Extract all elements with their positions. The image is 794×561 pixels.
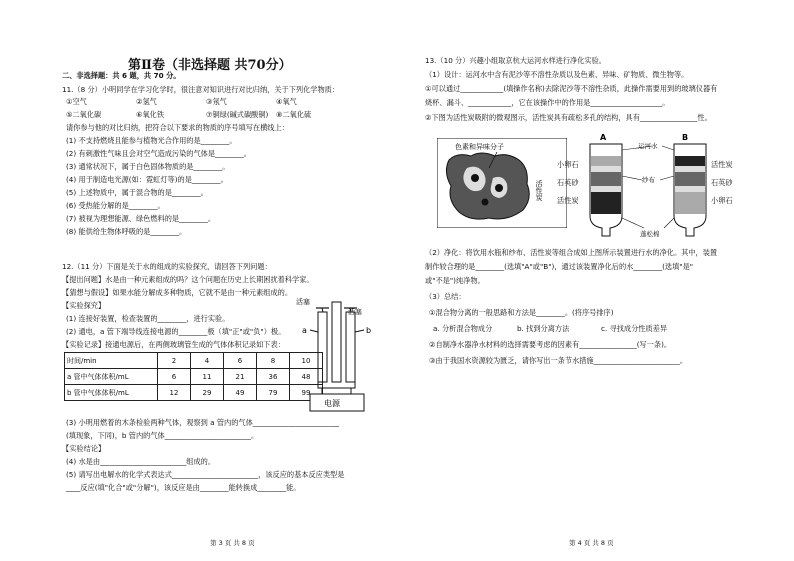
- layer-label: 小卵石: [711, 196, 733, 205]
- table-cell: 99: [290, 385, 323, 401]
- q11-option: ⑧二氧化硫: [276, 110, 312, 119]
- table-cell: 49: [224, 385, 257, 401]
- tube-b-label: b: [366, 326, 372, 335]
- page-4: [397, 0, 794, 561]
- table-cell: 6: [158, 369, 191, 385]
- table-cell: 时间/min: [65, 353, 158, 369]
- q12-q4: (4) 水是由________________________组成的。: [66, 457, 216, 466]
- q13-q1-line3: 烧杯、漏斗、____________，它在该操作中的作用是____________________。: [425, 98, 670, 107]
- q12-conclusion: 【实验结论】: [62, 444, 106, 453]
- q12-explore: 【实验探究】: [62, 301, 106, 310]
- data-table: [64, 352, 323, 401]
- activated-carbon-shape: [446, 153, 529, 219]
- page-footer: 第 3 页 共 8 页: [210, 539, 255, 547]
- layer-a-top: [591, 156, 621, 166]
- table-cell: 79: [257, 385, 290, 401]
- layer-label: 小卵石: [557, 160, 579, 169]
- table-cell: 12: [158, 385, 191, 401]
- table-row: [65, 369, 323, 385]
- stopcock-left-label: 活塞: [296, 298, 310, 306]
- table-cell: b 管中气体体积/mL: [65, 385, 158, 401]
- gauze-label: 纱布: [642, 176, 655, 184]
- table-cell: 36: [257, 369, 290, 385]
- q11-option: ①空气: [66, 97, 87, 106]
- table-cell: 11: [191, 369, 224, 385]
- q12-record: 【实验记录】接通电源后，在两侧玻璃管生成的气体体积记录如下表：: [62, 340, 285, 349]
- layer-label: 石英砂: [711, 178, 733, 187]
- q11-item: (5) 上述物质中，属于混合物的是________。: [66, 188, 208, 197]
- page-footer: 第 4 页 共 8 页: [569, 539, 614, 547]
- layer-b-top: [675, 156, 705, 166]
- q11-item: (3) 通常状况下，属于白色固体物质的是________。: [66, 162, 230, 171]
- adsorption-figure: [437, 138, 567, 228]
- q13-q2-line2: 制作较合理的是________(选填"A"或"B")，通过该装置净化后的水________(选填"是": [425, 262, 694, 271]
- q13-q1-line2: ①可以通过____________(填操作名称)去除泥沙等不溶性杂质，此操作需要用到的玻璃仪器有: [425, 84, 718, 93]
- table-cell: a 管中气体体积/mL: [65, 369, 158, 385]
- q12-ask: 【提出问题】水是由一种元素组成的吗？这个问题在历史上长期困扰着科学家。: [62, 275, 314, 284]
- q11-item: (2) 有刺激性气味且会对空气造成污染的气体是________。: [66, 149, 251, 158]
- tube-a-label: a: [302, 326, 307, 335]
- bottle-a-label: A: [600, 133, 607, 142]
- q12-hypothesis: 【猜想与假设】如果水能分解成多种物质，它就不是由一种元素组成的。: [62, 288, 293, 297]
- q12-q5-line1: (5) 请写出电解水的化学式表达式________________________，该反应的基本反应类型是: [66, 470, 345, 479]
- q12-q5-line2: ____反应(填"化合"或"分解")，该反应是由________能转换成________能。: [66, 483, 301, 492]
- table-cell: 2: [158, 353, 191, 369]
- layer-label: 活性炭: [557, 196, 579, 205]
- table-cell: 21: [224, 369, 257, 385]
- q13-q2-line3: 或"不是")纯净物。: [425, 276, 485, 285]
- activated-carbon-label: 活性炭: [535, 180, 543, 201]
- q13-option: c. 寻找成分性质差异: [601, 324, 668, 333]
- canal-water-label: 运河水: [638, 142, 658, 150]
- q11-item: (7) 被视为理想能源、绿色燃料的是________。: [66, 214, 216, 223]
- q12-q3-line2: (填现象，下同)，b 管内的气体________________________。: [66, 431, 259, 440]
- layer-label: 石英砂: [557, 178, 579, 187]
- table-row: [65, 353, 323, 369]
- q11-item: (4) 用于制造电光源(如：霓虹灯等)的是________。: [66, 175, 228, 184]
- middle-tube: [332, 302, 341, 382]
- section-heading: 二、非选择题：共 6 题，共 70 分。: [62, 71, 181, 80]
- electrolysis-apparatus-diagram: [296, 298, 380, 414]
- q11-item: (6) 受热能分解的是________。: [66, 201, 165, 210]
- layer-b-middle: [675, 172, 705, 186]
- layer-a-middle: [591, 172, 621, 186]
- q11-option: ⑦铜绿(碱式碳酸铜): [206, 110, 269, 119]
- q12-step: (2) 通电，a 管下端导线连接电源的________极（填"正"或"负"）极。: [66, 327, 286, 336]
- q11-option: ⑤二氧化碳: [66, 110, 102, 119]
- q11-intro: 11.（8 分）小明同学在学习化学时，很注意对知识进行对比归纳，关于下列化学物质：: [62, 85, 340, 94]
- table-cell: 29: [191, 385, 224, 401]
- table-cell: 6: [224, 353, 257, 369]
- q11-item: (1) 不支持燃烧且能参与植物光合作用的是________。: [66, 136, 237, 145]
- tube-a: [318, 312, 327, 382]
- water-filter-figure: [582, 132, 722, 244]
- q11-instruction: 请你参与他的对比归纳，把符合以下要求的物质的序号填写在横线上：: [66, 123, 289, 132]
- q13-q3: （3）总结：: [425, 292, 466, 301]
- q13-q1-line1: （1）设计：运河水中含有泥沙等不溶性杂质以及色素、异味、矿物质、微生物等。: [425, 70, 689, 79]
- stopcock-right-label: 活塞: [348, 308, 362, 316]
- q13-q3-sub3: ③由于我国水资源较为匮乏，请你写出一条节水措施________________________。: [429, 356, 688, 365]
- layer-label: 活性炭: [711, 160, 733, 169]
- q12-q3-line1: (3) 小明用燃着的木条检验两种气体，观察到 a 管内的气体________________________: [66, 418, 340, 427]
- q13-intro: 13.（10 分）兴趣小组取京杭大运河水样进行净化实验。: [425, 56, 606, 65]
- layer-a-bottom: [591, 192, 621, 214]
- q13-option: a. 分析混合物成分: [433, 324, 493, 333]
- table-cell: 8: [257, 353, 290, 369]
- table-cell: 48: [290, 369, 323, 385]
- bottle-b-label: B: [682, 133, 689, 142]
- q13-option: b. 找到分离方法: [517, 324, 570, 333]
- q13-q3-sub2: ②自制净水器净水材料的选择需要考虑的因素有________________(写一条)。: [429, 340, 672, 349]
- q11-option: ②氢气: [136, 97, 157, 106]
- table-cell: 4: [191, 353, 224, 369]
- q13-q1-line4: ②下图为活性炭吸附的微观图示，活性炭具有疏松多孔的结构，具有________________性。: [425, 113, 712, 122]
- q11-option: ④氧气: [276, 97, 297, 106]
- section-title: 第Ⅱ卷（非选择题 共70分）: [128, 58, 292, 73]
- q11-option: ③氖气: [206, 97, 227, 106]
- q13-q2-line1: （2）净化：将饮用水瓶和纱布、活性炭等组合成如上图所示装置进行水的净化。其中，装置: [425, 248, 718, 257]
- q11-item: (8) 能供给生物体呼吸的是________。: [66, 227, 187, 236]
- q12-step: (1) 连接好装置，检查装置的________，进行实验。: [66, 314, 230, 323]
- cotton-label: 蓬松棉: [640, 230, 660, 238]
- tube-b: [346, 312, 355, 382]
- q12-intro: 12.（11 分）下面是关于水的组成的实验探究，请回答下列问题：: [62, 262, 272, 271]
- q13-q3-sub1: ①混合物分离的一般思路和方法是________。(将序号排序): [429, 308, 614, 317]
- q11-option: ⑥氧化铁: [136, 110, 165, 119]
- table-cell: 10: [290, 353, 323, 369]
- power-label: 电源: [324, 399, 340, 408]
- layer-b-bottom: [675, 192, 705, 214]
- pigment-molecule-label: 色素和异味分子: [455, 143, 504, 151]
- table-row: [65, 385, 323, 401]
